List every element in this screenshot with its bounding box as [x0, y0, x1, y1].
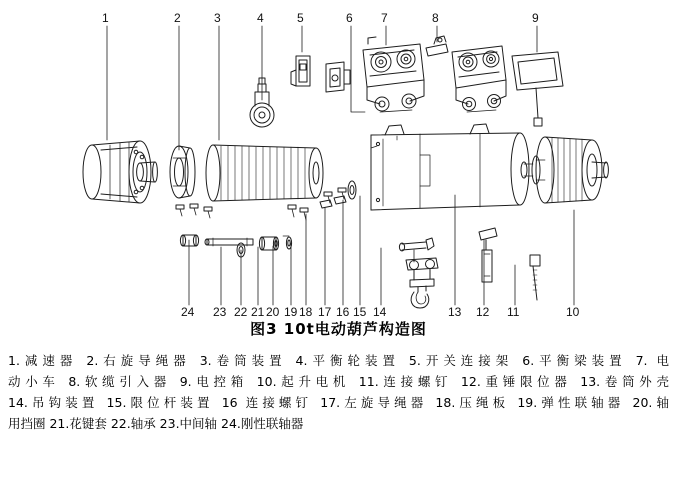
- callout-18: 18: [299, 305, 313, 319]
- callout-5: 5: [297, 11, 304, 25]
- part-connecting-bolt-right: [530, 255, 540, 300]
- callout-7: 7: [381, 11, 388, 25]
- part-coupling-shaft-row: [180, 235, 291, 257]
- legend-line-3: 14.吊钩装置 15.限位杆装置 16 连接螺钉 17.左旋导绳器 18.压绳板 19.弹性联轴器 20.轴: [8, 395, 669, 410]
- callout-15: 15: [353, 305, 367, 319]
- figure-caption: 图3 10t电动葫芦构造图: [250, 320, 427, 338]
- callout-12: 12: [476, 305, 490, 319]
- callout-2: 2: [174, 11, 181, 25]
- part-hoist-motor: [521, 137, 608, 203]
- part-switch-bracket: [291, 56, 310, 86]
- callout-23: 23: [213, 305, 227, 319]
- legend-line-4: 用挡圈 21.花键套 22.轴承 23.中间轴 24.刚性联轴器: [8, 416, 304, 431]
- leader-lines-bottom: [189, 195, 574, 305]
- part-trolley-right: [452, 46, 506, 112]
- part-weight-limiter: [479, 228, 497, 282]
- callout-3: 3: [214, 11, 221, 25]
- legend-line-1: 1.减速器 2.右旋导绳器 3.卷筒装置 4.平衡轮装置 5.开关连接架 6.平衡梁装置 7. 电: [8, 353, 669, 368]
- callout-10: 10: [566, 305, 580, 319]
- callout-13: 13: [448, 305, 462, 319]
- leader-lines-top: [107, 26, 537, 150]
- part-reducer: [83, 141, 157, 203]
- part-control-box: [512, 52, 563, 126]
- fasteners-rope-guide: [176, 204, 212, 218]
- callout-22: 22: [234, 305, 248, 319]
- callout-1: 1: [102, 11, 109, 25]
- part-balance-beam: [326, 62, 350, 92]
- callout-16: 16: [336, 305, 350, 319]
- callout-17: 17: [318, 305, 332, 319]
- callout-6: 6: [346, 11, 353, 25]
- callout-24: 24: [181, 305, 195, 319]
- part-rope-press-plate-group: [320, 181, 356, 208]
- callout-14: 14: [373, 305, 387, 319]
- callout-21: 21: [251, 305, 265, 319]
- callout-19: 19: [284, 305, 298, 319]
- callout-9: 9: [532, 11, 539, 25]
- part-trolley-left: [363, 37, 424, 112]
- figure-legend: [8, 350, 669, 434]
- callout-20: 20: [266, 305, 280, 319]
- part-right-rope-guide: [170, 146, 195, 198]
- callout-4: 4: [257, 11, 264, 25]
- legend-line-2: 动小车 8.软缆引入器 9.电控箱 10.起升电机 11.连接螺钉 12.重锤限位器 13.卷筒外壳: [8, 374, 669, 389]
- callout-11: 11: [507, 305, 520, 319]
- part-drum: [206, 145, 323, 201]
- callout-8: 8: [432, 11, 439, 25]
- fasteners-drum: [288, 205, 308, 220]
- part-hook-assembly: [406, 258, 438, 308]
- part-drum-housing: [371, 124, 529, 210]
